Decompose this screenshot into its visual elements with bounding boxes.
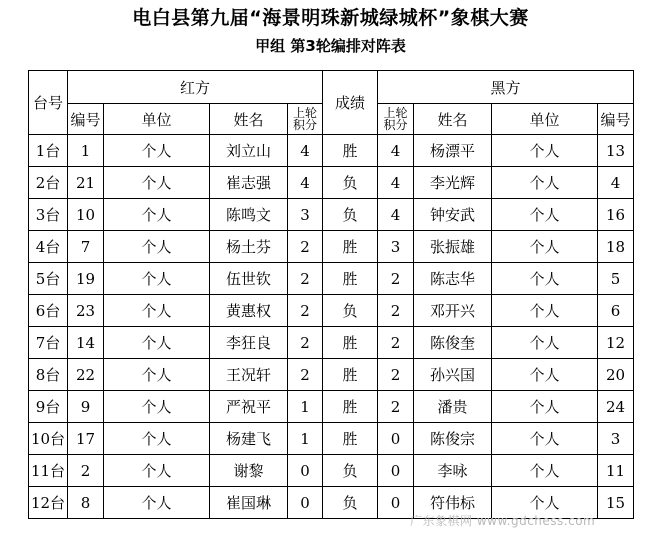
cell-red-name: 陈鸣文 xyxy=(210,199,288,231)
cell-red-unit: 个人 xyxy=(104,359,210,391)
cell-red-prev-points: 0 xyxy=(288,455,323,487)
cell-black-unit: 个人 xyxy=(492,359,598,391)
table-row xyxy=(29,455,634,487)
cell-black-number: 11 xyxy=(598,455,634,487)
cell-black-name: 陈俊奎 xyxy=(414,327,492,359)
cell-red-name: 崔国琳 xyxy=(210,487,288,519)
cell-red-name: 李狂良 xyxy=(210,327,288,359)
cell-black-number: 4 xyxy=(598,167,634,199)
cell-red-unit: 个人 xyxy=(104,423,210,455)
cell-black-number: 3 xyxy=(598,423,634,455)
cell-red-name: 王况轩 xyxy=(210,359,288,391)
cell-black-prev-points: 0 xyxy=(378,455,414,487)
header-red-side: 红方 xyxy=(68,71,323,104)
cell-result: 负 xyxy=(323,167,378,199)
cell-black-name: 符伟标 xyxy=(414,487,492,519)
cell-black-number: 24 xyxy=(598,391,634,423)
cell-black-unit: 个人 xyxy=(492,391,598,423)
cell-red-prev-points: 2 xyxy=(288,359,323,391)
cell-red-unit: 个人 xyxy=(104,391,210,423)
cell-red-number: 10 xyxy=(68,199,104,231)
cell-red-number: 14 xyxy=(68,327,104,359)
cell-red-number: 17 xyxy=(68,423,104,455)
cell-black-name: 张振雄 xyxy=(414,231,492,263)
header-black-number: 编号 xyxy=(598,104,634,135)
cell-black-name: 邓开兴 xyxy=(414,295,492,327)
pairing-table xyxy=(28,70,634,519)
cell-black-number: 20 xyxy=(598,359,634,391)
cell-red-number: 19 xyxy=(68,263,104,295)
cell-red-prev-points: 3 xyxy=(288,199,323,231)
cell-red-number: 22 xyxy=(68,359,104,391)
table-row xyxy=(29,423,634,455)
cell-board: 12台 xyxy=(29,487,68,519)
cell-board: 4台 xyxy=(29,231,68,263)
document-title: 电白县第九届“海景明珠新城绿城杯”象棋大赛 xyxy=(132,7,529,29)
cell-red-number: 9 xyxy=(68,391,104,423)
cell-red-prev-points: 2 xyxy=(288,295,323,327)
cell-black-number: 18 xyxy=(598,231,634,263)
cell-board: 7台 xyxy=(29,327,68,359)
cell-red-unit: 个人 xyxy=(104,295,210,327)
table-row xyxy=(29,167,634,199)
cell-board: 11台 xyxy=(29,455,68,487)
cell-result: 负 xyxy=(323,455,378,487)
cell-result: 负 xyxy=(323,487,378,519)
cell-red-prev-points: 0 xyxy=(288,487,323,519)
cell-black-unit: 个人 xyxy=(492,487,598,519)
cell-board: 8台 xyxy=(29,359,68,391)
cell-black-unit: 个人 xyxy=(492,231,598,263)
cell-black-number: 6 xyxy=(598,295,634,327)
cell-black-prev-points: 4 xyxy=(378,135,414,167)
cell-result: 胜 xyxy=(323,391,378,423)
cell-black-unit: 个人 xyxy=(492,455,598,487)
cell-board: 5台 xyxy=(29,263,68,295)
cell-red-prev-points: 1 xyxy=(288,391,323,423)
cell-black-name: 李光辉 xyxy=(414,167,492,199)
header-board: 台号 xyxy=(29,71,68,135)
cell-black-prev-points: 2 xyxy=(378,391,414,423)
cell-red-prev-points: 2 xyxy=(288,263,323,295)
cell-red-name: 严祝平 xyxy=(210,391,288,423)
cell-black-unit: 个人 xyxy=(492,327,598,359)
cell-board: 10台 xyxy=(29,423,68,455)
cell-red-number: 7 xyxy=(68,231,104,263)
cell-red-number: 21 xyxy=(68,167,104,199)
cell-black-prev-points: 0 xyxy=(378,487,414,519)
cell-red-prev-points: 2 xyxy=(288,327,323,359)
cell-red-name: 杨土芬 xyxy=(210,231,288,263)
cell-red-number: 2 xyxy=(68,455,104,487)
header-black-name: 姓名 xyxy=(414,104,492,135)
cell-black-unit: 个人 xyxy=(492,423,598,455)
site-watermark: 广东象棋网 www.gdchess.com xyxy=(410,514,596,528)
cell-board: 2台 xyxy=(29,167,68,199)
cell-result: 胜 xyxy=(323,359,378,391)
cell-black-prev-points: 2 xyxy=(378,327,414,359)
header-black-prev-points: 上轮积分 xyxy=(378,104,414,135)
cell-black-name: 李咏 xyxy=(414,455,492,487)
cell-result: 胜 xyxy=(323,231,378,263)
cell-black-unit: 个人 xyxy=(492,263,598,295)
cell-black-name: 钟安武 xyxy=(414,199,492,231)
cell-red-name: 谢黎 xyxy=(210,455,288,487)
cell-red-unit: 个人 xyxy=(104,327,210,359)
cell-black-name: 陈俊宗 xyxy=(414,423,492,455)
cell-black-prev-points: 4 xyxy=(378,199,414,231)
cell-black-prev-points: 2 xyxy=(378,295,414,327)
cell-result: 负 xyxy=(323,295,378,327)
cell-red-name: 刘立山 xyxy=(210,135,288,167)
cell-result: 胜 xyxy=(323,135,378,167)
cell-red-unit: 个人 xyxy=(104,231,210,263)
cell-black-name: 陈志华 xyxy=(414,263,492,295)
cell-red-prev-points: 4 xyxy=(288,167,323,199)
cell-black-number: 15 xyxy=(598,487,634,519)
cell-result: 胜 xyxy=(323,423,378,455)
cell-black-unit: 个人 xyxy=(492,199,598,231)
table-row xyxy=(29,263,634,295)
cell-black-number: 16 xyxy=(598,199,634,231)
cell-black-number: 5 xyxy=(598,263,634,295)
cell-black-unit: 个人 xyxy=(492,167,598,199)
cell-board: 6台 xyxy=(29,295,68,327)
header-row-top xyxy=(29,71,634,104)
cell-black-prev-points: 2 xyxy=(378,263,414,295)
cell-result: 胜 xyxy=(323,263,378,295)
table-row xyxy=(29,391,634,423)
cell-black-prev-points: 0 xyxy=(378,423,414,455)
cell-board: 9台 xyxy=(29,391,68,423)
cell-red-unit: 个人 xyxy=(104,455,210,487)
header-red-prev-points: 上轮积分 xyxy=(288,104,323,135)
cell-red-name: 杨建飞 xyxy=(210,423,288,455)
cell-red-name: 黄惠权 xyxy=(210,295,288,327)
cell-result: 胜 xyxy=(323,327,378,359)
header-result: 成绩 xyxy=(323,71,378,135)
cell-black-prev-points: 3 xyxy=(378,231,414,263)
document-subtitle: 甲组 第3轮编排对阵表 xyxy=(255,37,406,55)
table-row xyxy=(29,295,634,327)
cell-red-unit: 个人 xyxy=(104,167,210,199)
cell-black-number: 13 xyxy=(598,135,634,167)
cell-black-unit: 个人 xyxy=(492,295,598,327)
cell-black-name: 孙兴国 xyxy=(414,359,492,391)
header-red-number: 编号 xyxy=(68,104,104,135)
cell-board: 1台 xyxy=(29,135,68,167)
table-row xyxy=(29,231,634,263)
cell-black-prev-points: 4 xyxy=(378,167,414,199)
header-red-unit: 单位 xyxy=(104,104,210,135)
cell-red-number: 8 xyxy=(68,487,104,519)
cell-red-unit: 个人 xyxy=(104,263,210,295)
table-row xyxy=(29,199,634,231)
cell-red-unit: 个人 xyxy=(104,487,210,519)
cell-red-prev-points: 1 xyxy=(288,423,323,455)
cell-black-name: 潘贵 xyxy=(414,391,492,423)
cell-red-prev-points: 4 xyxy=(288,135,323,167)
cell-red-name: 崔志强 xyxy=(210,167,288,199)
cell-board: 3台 xyxy=(29,199,68,231)
cell-black-name: 杨漂平 xyxy=(414,135,492,167)
cell-red-name: 伍世钦 xyxy=(210,263,288,295)
cell-red-number: 1 xyxy=(68,135,104,167)
cell-red-unit: 个人 xyxy=(104,199,210,231)
header-red-name: 姓名 xyxy=(210,104,288,135)
cell-black-number: 12 xyxy=(598,327,634,359)
table-row xyxy=(29,135,634,167)
cell-red-number: 23 xyxy=(68,295,104,327)
cell-red-unit: 个人 xyxy=(104,135,210,167)
header-black-side: 黑方 xyxy=(378,71,634,104)
cell-result: 负 xyxy=(323,199,378,231)
table-row xyxy=(29,359,634,391)
table-row xyxy=(29,327,634,359)
cell-black-prev-points: 2 xyxy=(378,359,414,391)
cell-black-unit: 个人 xyxy=(492,135,598,167)
header-black-unit: 单位 xyxy=(492,104,598,135)
cell-red-prev-points: 2 xyxy=(288,231,323,263)
